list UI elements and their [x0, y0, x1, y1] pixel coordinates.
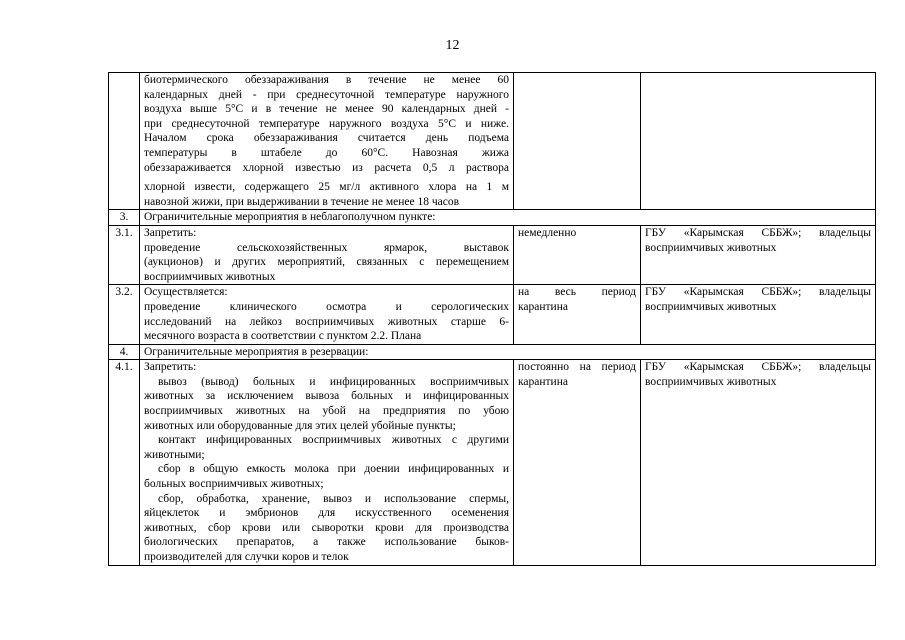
text-line: больных восприимчивых животных; [144, 478, 324, 491]
measures-table [108, 72, 876, 566]
table-row [109, 73, 876, 210]
text-line: навозной жижи, при выдерживании в течение не менее 18 часов [144, 195, 460, 208]
table-row [109, 360, 876, 565]
text-line: восприимчивых животных [645, 300, 777, 313]
responsible-cell [641, 73, 876, 210]
text-line: ГБУ «Карымская СББЖ»; владельцы [645, 361, 871, 374]
measure-heading: Запретить: [144, 361, 197, 374]
section-title: Ограничительные мероприятия в резервации: [140, 344, 876, 360]
term-text: немедленно [518, 226, 577, 239]
table-row [109, 225, 876, 284]
text-line: ГБУ «Карымская СББЖ»; владельцы [645, 226, 871, 239]
text-line: животными; [144, 448, 205, 461]
measure-cell [140, 285, 514, 344]
text-line: биологических препаратов, а также использование быков- [144, 536, 509, 549]
text-line: восприимчивых животных [645, 375, 777, 388]
term-cell [514, 360, 641, 565]
text-line: биотермического обеззараживания в течение не менее 60 [144, 74, 509, 86]
text-line: контакт инфицированных восприимчивых животных с другими [158, 434, 509, 447]
section-title: Ограничительные мероприятия в неблагополучном пункте: [140, 210, 876, 226]
text-line: восприимчивых животных [645, 241, 777, 254]
measure-cell [140, 360, 514, 565]
text-line: проведение сельскохозяйственных ярмарок, выставок [144, 241, 509, 254]
text-line: яйцеклеток и эмбрионов для искусственного осеменения [144, 507, 509, 520]
text-line: календарных дней - при среднесуточной температуре наружного [144, 88, 509, 101]
measure-cell [140, 225, 514, 284]
measure-heading: Запретить: [144, 226, 197, 239]
table-row [109, 285, 876, 344]
responsible-cell [641, 225, 876, 284]
text-line: месячного возраста в соответствии с пунктом 2.2. Плана [144, 330, 422, 343]
text-line: обеззараживается хлорной известью из расчета 0,5 л раствора [144, 161, 509, 174]
text-line: проведение клинического осмотра и серологических [144, 300, 509, 313]
text-line: (аукционов) и других мероприятий, связанных с перемещением [144, 256, 509, 269]
text-line: воздуха выше 5°С и в течение не менее 90 календарных дней - [144, 103, 509, 116]
measure-heading: Осуществляется: [144, 286, 228, 299]
responsible-cell [641, 360, 876, 565]
text-line: сбор, обработка, хранение, вывоз и использование спермы, [158, 492, 509, 505]
text-line: Началом срока обеззараживания считается день подъема [144, 132, 509, 145]
term-cell [514, 73, 641, 210]
term-cell [514, 225, 641, 284]
measure-cell [140, 73, 514, 210]
text-line: постоянно на период [518, 361, 636, 374]
section-number: 4. [109, 344, 140, 360]
text-line: исследований на лейкоз восприимчивых животных старше 6- [144, 315, 509, 328]
page-number: 12 [445, 38, 460, 53]
section-row [109, 344, 876, 360]
text-line: карантина [518, 375, 568, 388]
text-line: животных за исключением вывоза больных и инфицированных [144, 390, 509, 403]
responsible-cell [641, 285, 876, 344]
row-number: 4.1. [109, 360, 140, 565]
text-line: производителей для случки коров и телок [144, 551, 349, 563]
text-line: вывоз (вывод) больных и инфицированных восприимчивых [158, 375, 509, 388]
text-line: сбор в общую емкость молока при доении инфицированных и [158, 463, 509, 476]
row-number-cell [109, 73, 140, 210]
text-line: хлорной извести, содержащего 25 мг/л активного хлора на 1 м [144, 181, 509, 194]
term-cell [514, 285, 641, 344]
section-row [109, 210, 876, 226]
text-line: температуры в штабеле до 60°С. Навозная жижа [144, 146, 509, 159]
text-line: ГБУ «Карымская СББЖ»; владельцы [645, 286, 871, 299]
text-line: на весь период [518, 286, 636, 299]
text-line: животных, сбор крови или сыворотки крови для производства [144, 521, 509, 534]
text-line: карантина [518, 300, 568, 313]
section-number: 3. [109, 210, 140, 226]
row-number: 3.1. [109, 225, 140, 284]
text-line: животных или оборудованные для этих целей убойные пункты; [144, 419, 456, 432]
text-line: восприимчивых животных [144, 270, 276, 283]
text-line: восприимчивых животных на убой на предприятия по убою [144, 405, 509, 418]
text-line: при среднесуточной температуре наружного воздуха 5°С и ниже. [144, 117, 509, 130]
row-number: 3.2. [109, 285, 140, 344]
